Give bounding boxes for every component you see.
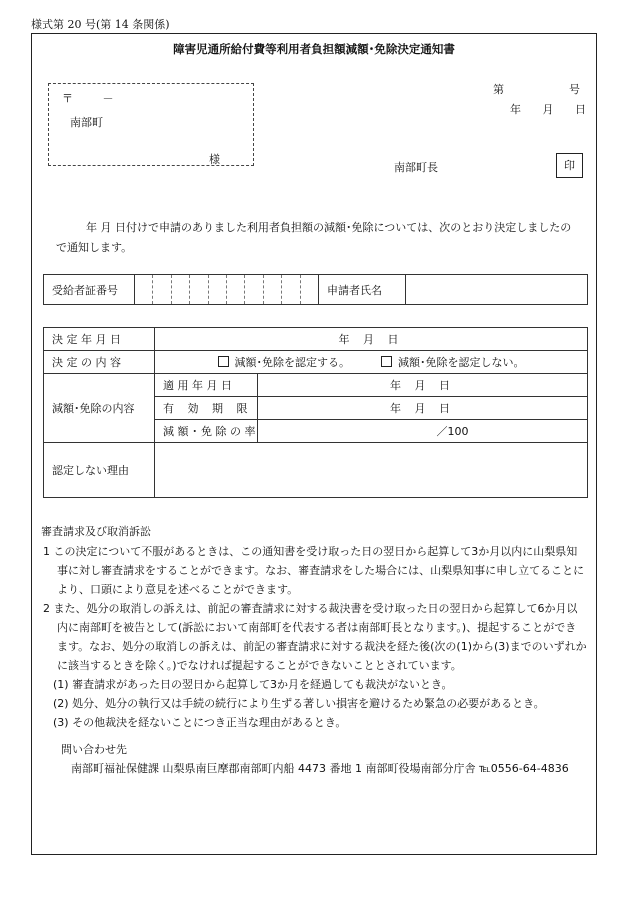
decision-date-label: 決 定 年 月 日 (44, 328, 155, 351)
recipient-town: 南部町 (70, 116, 103, 129)
form-number: 様式第 20 号(第 14 条関係) (31, 18, 170, 31)
cert-number-label: 受給者証番号 (44, 275, 135, 305)
recipient-honorific: 様 (209, 153, 220, 166)
reduction-content-label: 減額･免除の内容 (44, 374, 155, 443)
decision-table (43, 327, 588, 498)
reduction-rate-label: 減 額 ･ 免 除 の 率 (155, 420, 258, 443)
postal-code (62, 90, 114, 106)
reduction-rate-value: ／100 (258, 420, 588, 443)
address-block (48, 83, 254, 166)
doc-number-prefix: 第 (493, 83, 504, 96)
appeal-heading: 審査請求及び取消訴訟 (41, 525, 151, 538)
notification-text: 年 月 日付けで申請のありました利用者負担額の減額･免除については、次のとおり決定しましたので通知します。 (56, 221, 572, 254)
recipient-table (43, 274, 588, 305)
appeal-sub-1: (1) 審査請求があった日の翌日から起算して3か月を経過しても裁決がないとき。 (53, 678, 453, 691)
cert-number-cells[interactable] (135, 275, 319, 305)
postal-dash: － (102, 92, 114, 105)
document-date: 年 月 日 (510, 103, 586, 116)
seal-box: 印 (556, 153, 583, 178)
appeal-item-2: 2 また、処分の取消しの訴えは、前記の審査請求に対する裁決書を受け取った日の翌日から起算して6か月以内に南部町を被告として(訴訟において南部町を代表する者は南部町長となります。)、提起することができます。なお、処分の取消しの訴えは、前記の審査請求に対する裁決を経た後(次の(1)から(3)までのいずれかに該当するときを除く。)でなければ提起することができないこととされています。 (43, 602, 587, 672)
appeal-sub-3: (3) その他裁決を経ないことにつき正当な理由があるとき。 (53, 716, 347, 729)
deny-option-label: 減額･免除を認定しない。 (398, 356, 525, 369)
decision-content-options (155, 351, 588, 374)
appeal-item-1: 1 この決定について不服があるときは、この通知書を受け取った日の翌日から起算して3か月以内に山梨県知事に対し審査請求をすることができます。なお、審査請求をした場合には、山梨県知事に申し立てることにより、口頭により意見を述べることができます。 (43, 545, 585, 596)
appeal-sub-2: (2) 処分、処分の執行又は手続の続行により生ずる著しい損害を避けるため緊急の必要があるとき。 (53, 697, 545, 710)
valid-period-value: 年 月 日 (258, 397, 588, 420)
postal-mark: 〒 (62, 92, 73, 105)
approve-checkbox[interactable] (218, 356, 229, 367)
document-frame (31, 33, 597, 855)
apply-date-value: 年 月 日 (258, 374, 588, 397)
apply-date-label: 適 用 年 月 日 (155, 374, 258, 397)
contact-address: 南部町福祉保健課 山梨県南巨摩郡南部町内船 4473 番地 1 南部町役場南部分庁舎 ℡0556-64-4836 (71, 762, 569, 775)
applicant-name-label: 申請者氏名 (319, 275, 406, 305)
document-number (493, 81, 580, 97)
contact-heading: 問い合わせ先 (61, 743, 127, 756)
doc-number-suffix: 号 (569, 83, 580, 96)
contact-section (41, 740, 587, 778)
decision-content-label: 決 定 の 内 容 (44, 351, 155, 374)
decision-date-value: 年 月 日 (155, 328, 588, 351)
valid-period-label: 有 効 期 限 (155, 397, 258, 420)
approve-option-label: 減額･免除を認定する。 (234, 356, 350, 369)
denial-reason-field[interactable] (155, 443, 588, 498)
appeal-section (41, 522, 587, 778)
issuer-name: 南部町長 (394, 161, 438, 174)
deny-checkbox[interactable] (381, 356, 392, 367)
applicant-name-field[interactable] (406, 275, 588, 305)
document-title: 障害児通所給付費等利用者負担額減額･免除決定通知書 (173, 42, 455, 56)
denial-reason-label: 認定しない理由 (44, 443, 155, 498)
